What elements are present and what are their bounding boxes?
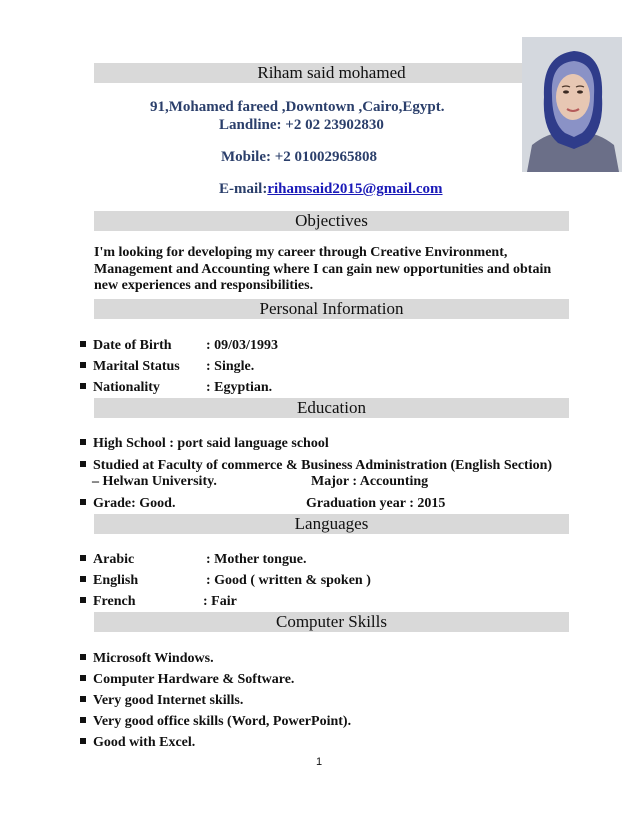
portrait-image xyxy=(522,37,622,172)
language-english-level: : Good ( written & spoken ) xyxy=(206,573,371,588)
skill-item xyxy=(80,693,243,709)
education-graduation: Graduation year : 2015 xyxy=(306,496,446,511)
item-text: Microsoft Windows. xyxy=(93,651,214,666)
bullet-icon xyxy=(80,738,86,744)
education-faculty xyxy=(80,458,552,474)
bullet-icon xyxy=(80,461,86,467)
skills-title: Computer Skills xyxy=(276,612,387,631)
languages-title: Languages xyxy=(294,514,369,533)
bullet-icon xyxy=(80,383,86,389)
email-label: E-mail: xyxy=(219,181,268,197)
bullet-icon xyxy=(80,675,86,681)
bullet-icon xyxy=(80,555,86,561)
education-title: Education xyxy=(297,398,366,417)
objectives-text: I'm looking for developing my career through Creative Environment, Management and Accounting where I can gain new opportunities and obtain new experiences and responsibilities. xyxy=(94,245,552,293)
language-french-level: : Fair xyxy=(203,594,237,609)
item-text: High School : port said language school xyxy=(93,436,329,451)
address: 91,Mohamed fareed ,Downtown ,Cairo,Egypt. xyxy=(150,99,445,115)
item-label: Nationality xyxy=(93,380,160,395)
language-arabic xyxy=(80,552,134,568)
bullet-icon xyxy=(80,654,86,660)
item-text: Good with Excel. xyxy=(93,735,196,750)
item-label: French xyxy=(93,594,136,609)
education-school xyxy=(80,436,329,452)
email-link[interactable]: rihamsaid2015@gmail.com xyxy=(267,181,443,197)
email-line xyxy=(219,181,443,198)
education-major: Major : Accounting xyxy=(311,474,429,489)
bullet-icon xyxy=(80,597,86,603)
skill-item xyxy=(80,735,195,751)
bullet-icon xyxy=(80,439,86,445)
personal-item-nationality xyxy=(80,380,160,396)
personal-item-marital xyxy=(80,359,180,375)
item-text: Studied at Faculty of commerce & Business Administration (English Section) xyxy=(93,458,553,473)
item-label: Date of Birth xyxy=(93,338,172,353)
skill-item xyxy=(80,672,294,688)
skill-item xyxy=(80,714,351,730)
item-label: Arabic xyxy=(93,552,135,567)
personal-value-birth: : 09/03/1993 xyxy=(206,338,278,353)
education-grade xyxy=(80,496,175,512)
language-arabic-level: : Mother tongue. xyxy=(206,552,307,567)
personal-item-birth xyxy=(80,338,172,354)
bullet-icon xyxy=(80,576,86,582)
item-text: Very good Internet skills. xyxy=(93,693,244,708)
mobile: Mobile: +2 01002965808 xyxy=(221,149,378,165)
bullet-icon xyxy=(80,341,86,347)
personal-title: Personal Information xyxy=(259,299,404,318)
language-french xyxy=(80,594,136,610)
item-text: Grade: Good. xyxy=(93,496,176,511)
objectives-title: Objectives xyxy=(295,211,368,230)
landline: Landline: +2 02 23902830 xyxy=(219,117,384,133)
item-text: Computer Hardware & Software. xyxy=(93,672,295,687)
profile-photo xyxy=(522,37,622,172)
bullet-icon xyxy=(80,362,86,368)
bullet-icon xyxy=(80,499,86,505)
education-university: – Helwan University. xyxy=(92,474,217,489)
item-label: English xyxy=(93,573,139,588)
page-number: 1 xyxy=(315,756,323,768)
item-label: Marital Status xyxy=(93,359,180,374)
bullet-icon xyxy=(80,696,86,702)
personal-value-nationality: : Egyptian. xyxy=(206,380,273,395)
item-text: Very good office skills (Word, PowerPoint). xyxy=(93,714,352,729)
candidate-name: Riham said mohamed xyxy=(257,63,406,82)
bullet-icon xyxy=(80,717,86,723)
language-english xyxy=(80,573,138,589)
personal-value-marital: : Single. xyxy=(206,359,255,374)
skill-item xyxy=(80,651,214,667)
